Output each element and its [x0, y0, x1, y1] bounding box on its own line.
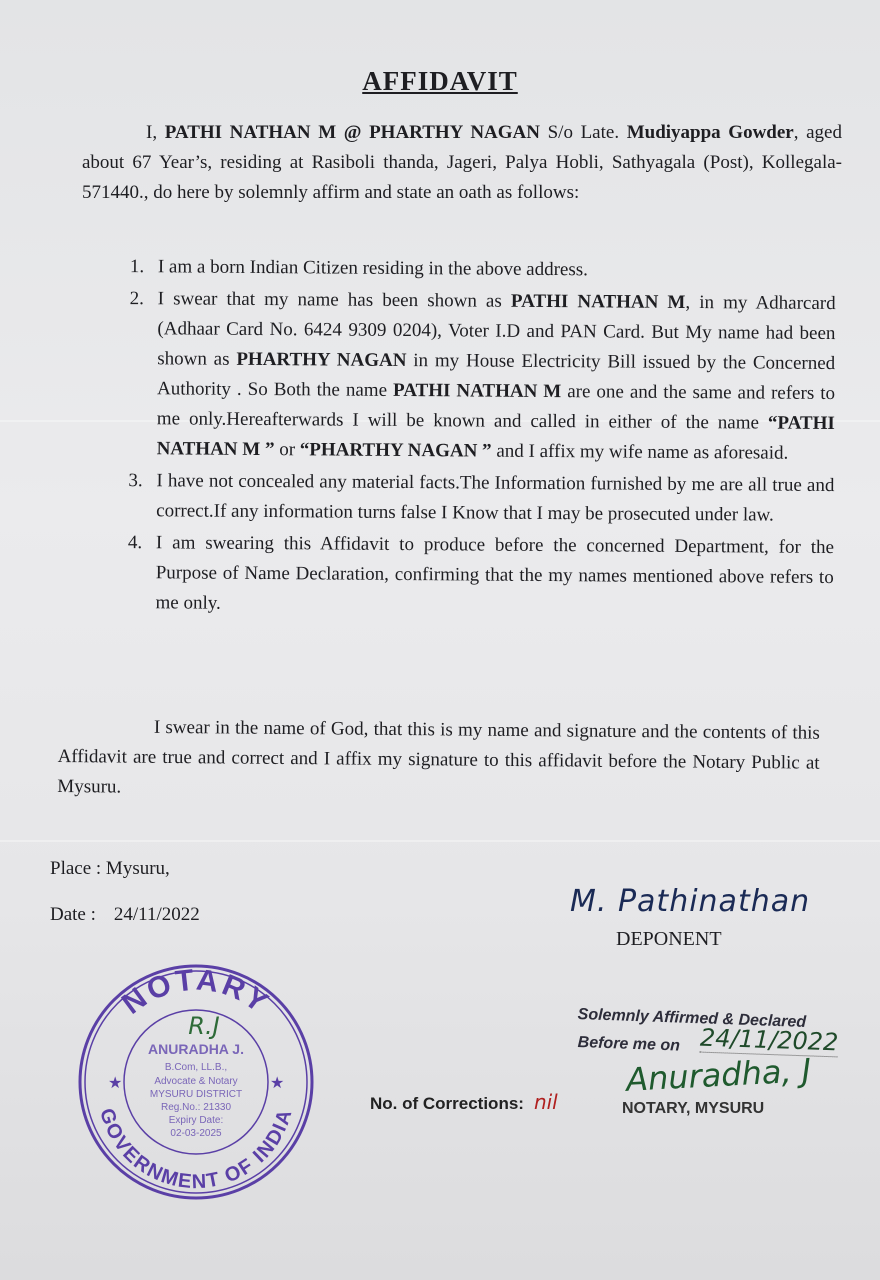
item-text: are one and the same and refers to me only.Hereafterwards I will be known and called in either of the name	[156, 381, 836, 434]
deponent-signature: M. Pathinathan	[570, 884, 811, 919]
seal-initials: R.J	[188, 1012, 220, 1040]
corrections-value: nil	[533, 1090, 558, 1114]
name-highlight: PATHI NATHAN M	[510, 290, 686, 313]
intro-details: , aged about 67 Year’s, residing at Rasiboli thanda, Jageri, Palya Hobli, Sathyagala (Post), Kollegala-571440., do here by solemnly affirm and state an oath as follows:	[82, 122, 842, 203]
notary-label: NOTARY, MYSURU	[622, 1100, 765, 1117]
item-text: I have not concealed any material facts.The Information furnished by me are all true and correct.If any information turns false I Know that I may be prosecuted under law.	[156, 470, 835, 526]
item-number: 1.	[129, 256, 145, 278]
seal-expiry-label: Expiry Date:	[168, 1115, 224, 1126]
document-title: AFFIDAVIT	[362, 66, 518, 96]
list-item	[115, 528, 834, 623]
item-number: 4.	[127, 532, 143, 554]
item-text: in my House Electricity Bill issued by the Concerned Authority . So Both the name	[156, 350, 836, 401]
item-text: , in my Adharcard (Adhaar Card No. 6424 9309 0204), Voter I.D and PAN Card. But My name had been shown as	[157, 291, 836, 370]
notary-seal	[76, 962, 316, 1202]
affirmation-list	[115, 252, 836, 625]
handwritten-date: 24/11/2022	[699, 1023, 839, 1057]
seal-district: MYSURU DISTRICT	[149, 1089, 243, 1100]
seal-bottom-text: GOVERNMENT OF INDIA	[95, 1105, 297, 1194]
name-highlight: PATHI NATHAN M	[392, 379, 562, 403]
seal-top-text: NOTARY	[116, 963, 277, 1021]
corrections-label: No. of Corrections:	[370, 1094, 524, 1113]
father-name: Mudiyappa Gowder	[626, 122, 794, 143]
seal-qualification: B.Com, LL.B.,	[164, 1062, 228, 1073]
item-text: I am a born Indian Citizen residing in the above address.	[157, 256, 588, 281]
affirmed-declared-stamp: Solemnly Affirmed & Declared	[577, 1006, 807, 1031]
item-text: I swear that my name has been shown as	[157, 288, 512, 312]
closing-paragraph: I swear in the name of God, that this is my name and signature and the contents of this Affidavit are true and correct and I affix my signature to this affidavit before the Notary Public at Mysuru.	[57, 716, 820, 798]
date-line	[50, 904, 200, 926]
date-value: 24/11/2022	[113, 904, 200, 925]
notary-signature: Anuradha, J	[625, 1051, 813, 1099]
item-text: I am swearing this Affidavit to produce before the concerned Department, for the Purpose of Name Declaration, confirming that the my names mentioned above refers to me only.	[155, 532, 835, 614]
name-highlight: PHARTHY NAGAN	[236, 348, 407, 372]
seal-star-right: ★	[270, 1073, 285, 1092]
intro-paragraph	[82, 118, 842, 208]
corrections-line	[370, 1090, 558, 1114]
place-line: Place : Mysuru,	[50, 858, 170, 879]
item-number: 3.	[128, 470, 143, 492]
seal-reg-no: Reg.No.: 21330	[160, 1102, 232, 1113]
seal-notary-name: ANURADHA J.	[148, 1041, 244, 1057]
intro-relation: S/o Late.	[539, 122, 627, 143]
date-label: Date :	[50, 904, 96, 925]
seal-expiry-date: 02-03-2025	[170, 1128, 222, 1139]
name-highlight: “PATHI NATHAN M ”	[156, 412, 835, 461]
list-item	[118, 252, 836, 287]
seal-star-left: ★	[108, 1073, 123, 1092]
before-me-on-label: Before me on	[577, 1034, 681, 1055]
intro-prefix: I,	[146, 122, 165, 143]
name-highlight: “PHARTHY NAGAN ”	[299, 439, 492, 462]
list-item	[117, 284, 836, 469]
paper-fold-line	[0, 840, 880, 842]
seal-designation: Advocate & Notary	[154, 1076, 238, 1087]
deponent-label: DEPONENT	[616, 928, 722, 950]
item-text: or	[274, 439, 300, 461]
list-item	[116, 466, 834, 531]
deponent-names: PATHI NATHAN M @ PHARTHY NAGAN	[164, 122, 540, 143]
item-text: and I affix my wife name as aforesaid.	[491, 440, 789, 464]
item-number: 2.	[129, 288, 144, 310]
